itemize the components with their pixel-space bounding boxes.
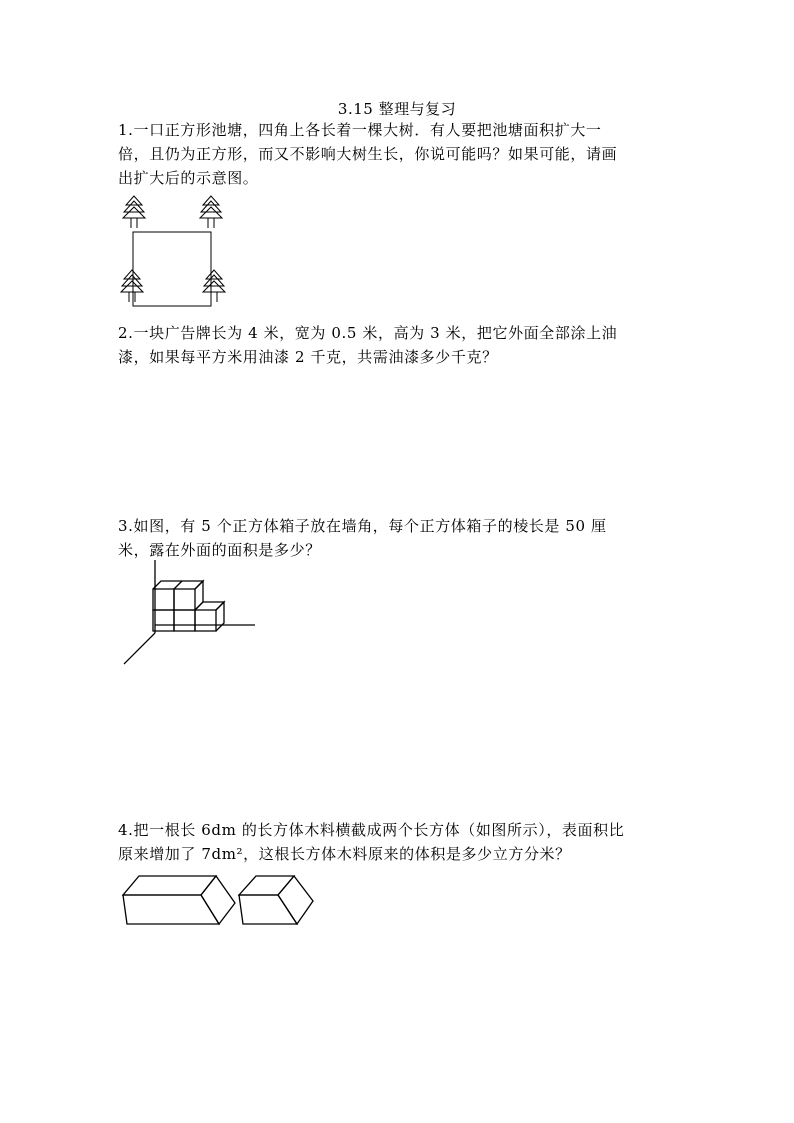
box-bottom-1 (153, 610, 174, 631)
tree-bottom-left (121, 270, 143, 302)
cut-prisms-figure (118, 868, 318, 932)
question-4 (118, 818, 678, 866)
box-bottom-2 (174, 610, 195, 631)
question-1-line-1: 1.一口正方形池塘，四角上各长着一棵大树．有人要把池塘面积扩大一 (118, 121, 602, 139)
question-1 (118, 118, 678, 190)
question-4-line-2: 原来增加了 7dm²，这根长方体木料原来的体积是多少立方分米？ (118, 845, 571, 863)
corner-boxes-figure (120, 555, 260, 670)
question-2 (118, 321, 678, 369)
question-2-line-2: 漆，如果每平方米用油漆 2 千克，共需油漆多少千克？ (118, 348, 498, 366)
question-4-line-1: 4.把一根长 6dm 的长方体木料横截成两个长方体（如图所示），表面积比 (118, 821, 625, 839)
box-top-2 (174, 589, 195, 610)
question-2-line-1: 2.一块广告牌长为 4 米，宽为 0.5 米，高为 3 米，把它外面全部涂上油 (118, 324, 618, 342)
question-1-line-2: 倍，且仍为正方形，而又不影响大树生长，你说可能吗？如果可能，请画 (118, 145, 618, 163)
question-1-line-3: 出扩大后的示意图。 (118, 169, 259, 187)
tree-top-left (123, 196, 145, 228)
prism-large (123, 876, 235, 924)
question-3-line-1: 3.如图，有 5 个正方体箱子放在墙角，每个正方体箱子的棱长是 50 厘 (118, 517, 607, 535)
tree-top-right (200, 196, 222, 228)
pond-trees-figure (110, 192, 250, 312)
page-title: 3.15 整理与复习 (337, 100, 457, 118)
pond-square (133, 232, 211, 306)
prism-small (239, 876, 313, 924)
box-bottom-3 (195, 610, 216, 631)
tree-bottom-right (203, 270, 225, 302)
floor-diagonal-edge (124, 633, 155, 664)
question-3-line-2: 米，露在外面的面积是多少？ (118, 541, 321, 559)
box-top-1 (153, 589, 174, 610)
